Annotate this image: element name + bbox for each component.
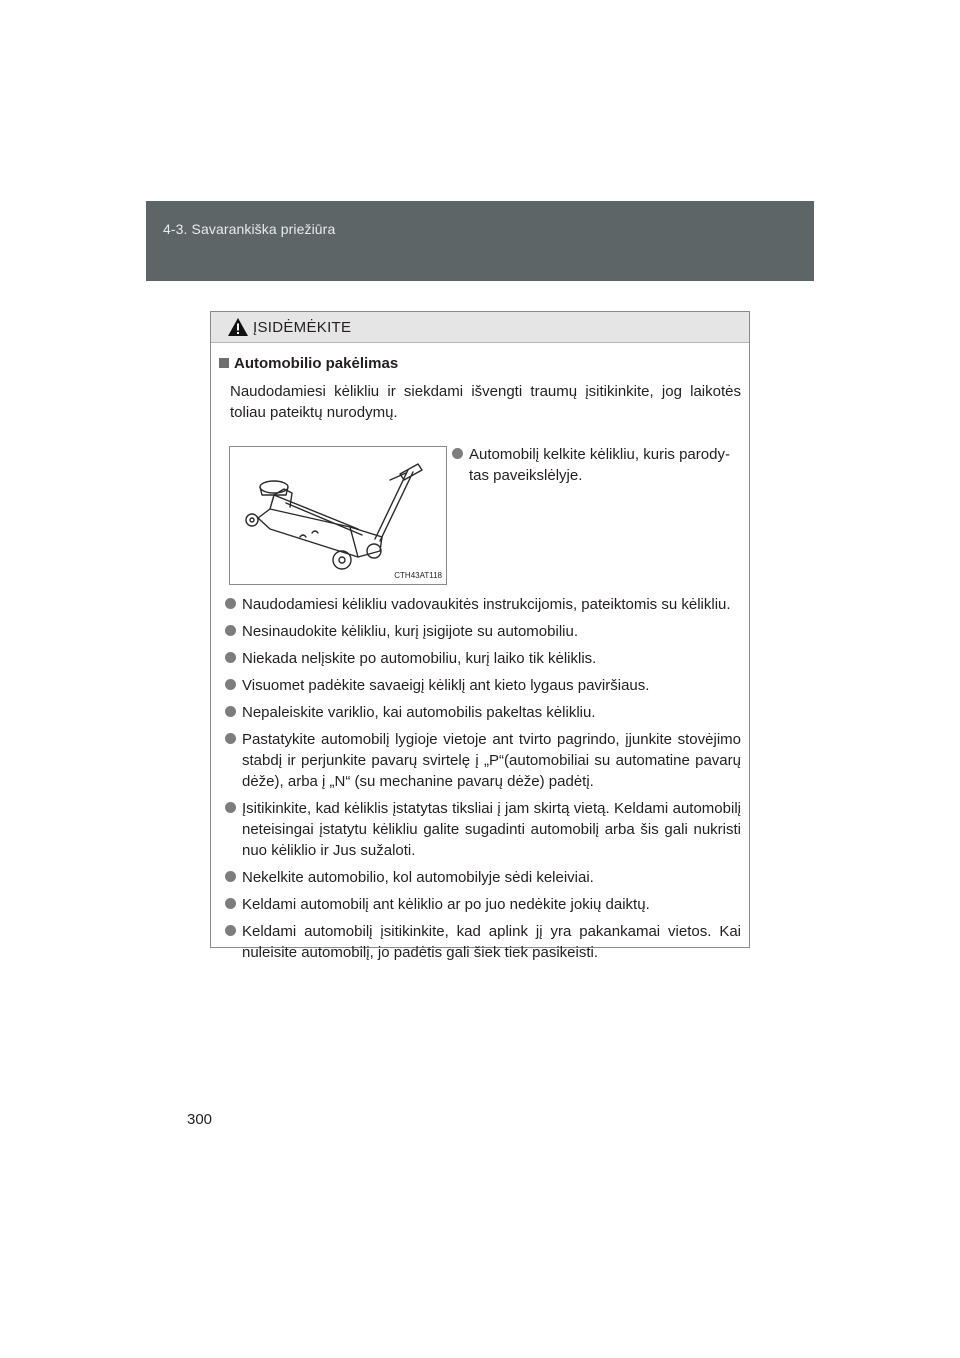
intro-paragraph: Naudodamiesi kėlikliu ir siekdami išvengti traumų įsitikinkite, jog laikotės toliau pateiktų nurodymų. [230,383,741,421]
list-item [242,702,741,723]
bullet-text: Pastatykite automobilį lygioje vietoje ant tvirto pagrindo, įjunkite stovėjimo stabdį ir perjunkite pavarų svirtelę į „P“(automobiliai su automatine pavarų dėže), arba į „N“ (su mechanine pavarų dėže) padėtį. [242,731,741,790]
bullet-text: Keldami automobilį įsitikinkite, kad aplink jį yra pakankamai vietos. Kai nuleisite automobilį, jo padėtis gali šiek tiek pasikeisti. [242,923,741,961]
list-item [242,621,741,642]
bullet-dot-icon [452,448,463,459]
bullet-text: Nepaleiskite variklio, kai automobilis pakeltas kėlikliu. [242,704,596,721]
header-band [146,201,814,281]
bullet-text: Niekada nelįskite po automobiliu, kurį laiko tik kėliklis. [242,650,597,667]
list-item [242,594,741,615]
bullet-dot-icon [225,706,236,717]
floor-jack-illustration [230,447,446,584]
bullet-dot-icon [225,871,236,882]
list-item [242,867,741,888]
list-item [242,798,741,861]
bullet-dot-icon [225,625,236,636]
bullet-text: Visuomet padėkite savaeigį kėliklį ant kieto lygaus paviršiaus. [242,677,650,694]
caution-heading [219,355,398,372]
bullet-dot-icon [225,733,236,744]
bullet-dot-icon [225,898,236,909]
list-item [242,729,741,792]
bullet-dot-icon [225,802,236,813]
list-item [242,894,741,915]
bullet-text: Įsitikinkite, kad kėliklis įstatytas tiksliai į jam skirtą vietą. Keldami automobilį neteisingai įstatytu kėlikliu galite sugadinti automobilį arba šis gali nukristi nuo kėliklio ir Jus sužaloti. [242,800,741,859]
bullet-text: Nesinaudokite kėlikliu, kurį įsigijote su automobiliu. [242,623,578,640]
caution-box [210,311,750,961]
caution-heading-text: Automobilio pakėlimas [234,355,399,372]
bullet-text: Naudodamiesi kėlikliu vadovaukitės instrukcijomis, pateiktomis su kėlikliu. [242,596,731,613]
floor-jack-figure [229,446,447,585]
bullet-dot-icon [225,598,236,609]
bullet-text: Automobilį kelkite kėlikliu, kuris parody-tas paveikslėlyje. [469,446,730,484]
bullet-text: Nekelkite automobilio, kol automobilyje sėdi keleiviai. [242,869,594,886]
caution-header [211,312,749,343]
bullet-dot-icon [225,925,236,936]
bullet-jack-type [469,444,741,486]
list-item [242,675,741,696]
bullet-text: Keldami automobilį ant kėliklio ar po juo nedėkite jokių daiktų. [242,896,650,913]
figure-code: CTH43AT118 [394,571,442,580]
list-item [242,648,741,669]
warning-triangle-icon [227,317,249,337]
page-number: 300 [187,1111,213,1128]
bullet-dot-icon [225,679,236,690]
list-item [242,921,741,963]
square-bullet-icon [219,358,229,368]
caution-title: ĮSIDĖMĖKITE [253,319,352,336]
bullet-dot-icon [225,652,236,663]
section-title: 4-3. Savarankiška priežiūra [163,221,336,237]
